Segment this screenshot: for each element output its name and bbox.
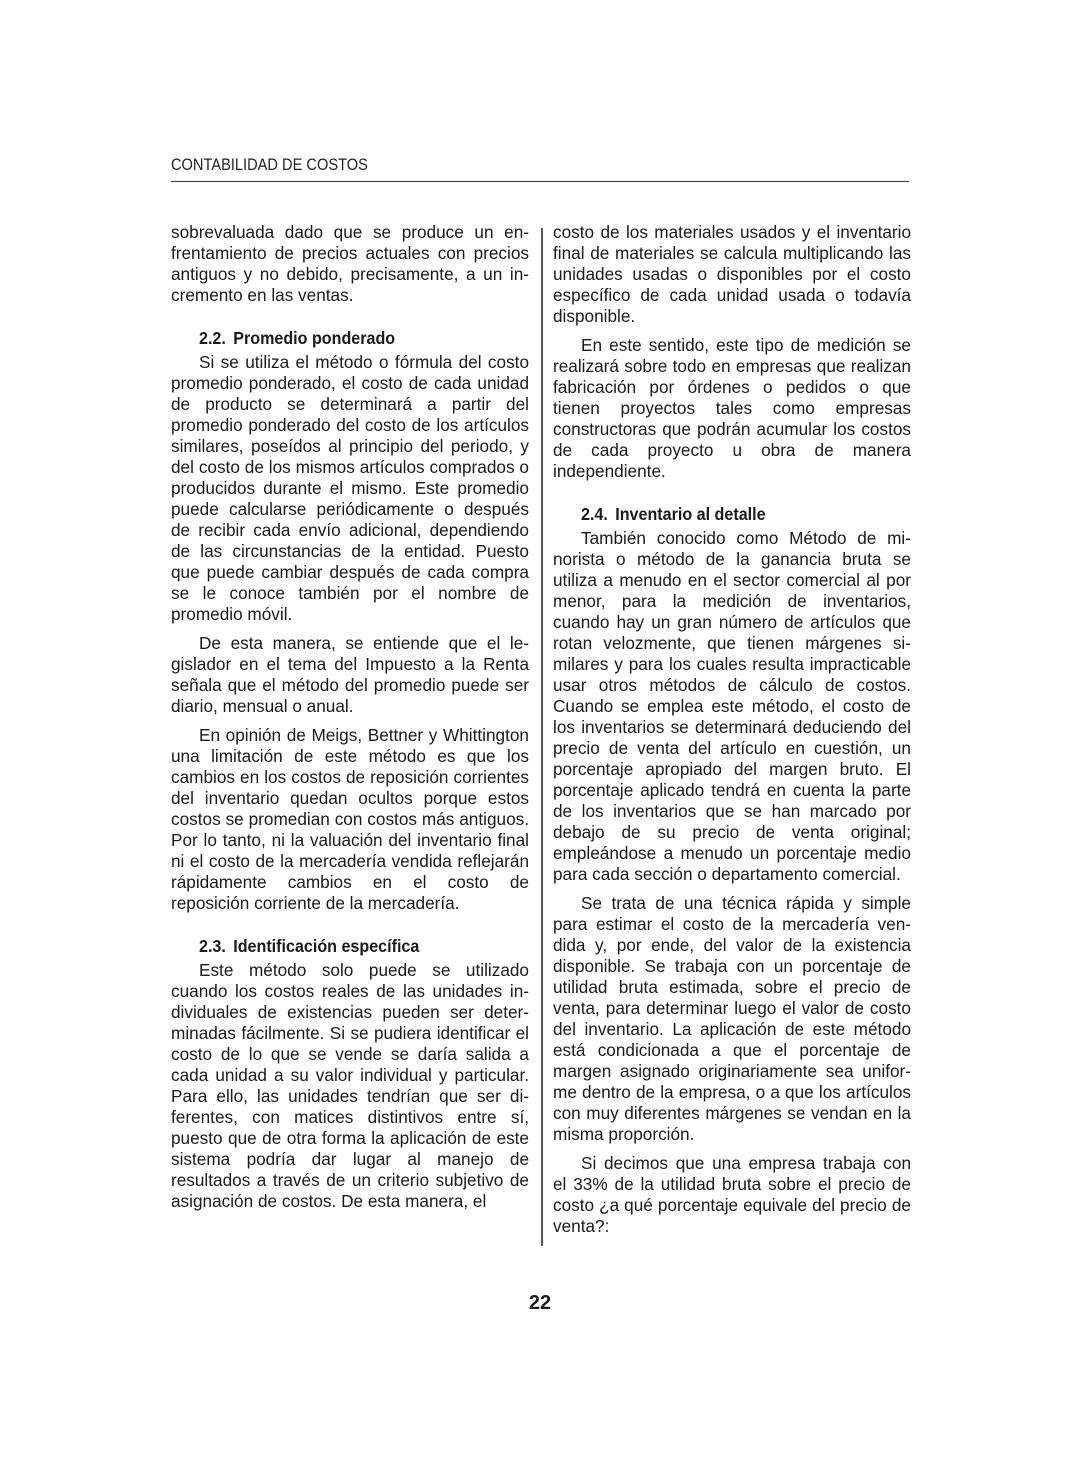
section-heading-2-2 — [199, 328, 503, 349]
section-number: 2.4. — [581, 504, 608, 524]
paragraph: También conocido como Método de minorista o método de la ganancia bruta se utiliza a menudo en el sector comercial al por menor, para la medición de inventarios, cuando hay un gran número de artículos que rotan velozmente, que tienen márgenes similares y para los cuales resulta impracticable usar otros métodos de cálculo de costos. Cuando se emplea este método, el costo de los inventarios se determinará deduciendo del precio de venta del artículo en cuestión, un porcentaje apropiado del margen bruto. El porcentaje aplicado tendrá en cuenta la parte de los inventarios que se han marcado por debajo de su precio de venta original; empleándose a menudo un porcentaje medio para cada sección o departamento comercial. — [553, 528, 911, 884]
section-heading-2-3 — [199, 936, 503, 957]
header-rule — [171, 181, 909, 182]
section-title: Identificación específica — [233, 936, 420, 956]
paragraph: En opinión de Meigs, Bettner y Whittington una limitación de este método es que los cambios en los costos de reposición corrientes del inventario quedan ocultos porque estos costos se promedian con costos más antiguos. Por lo tanto, ni la valuación del inventario final ni el costo de la mercadería vendida reflejarán rápidamente cambios en el costo de reposición corriente de la mercadería. — [171, 725, 529, 913]
paragraph: Este método solo puede se utilizado cuando los costos reales de las unidades individuales de existencias pueden ser determinadas fácilmente. Si se pudiera identificar el costo de lo que se vende se daría salida a cada unidad a su valor individual y particular. Para ello, las unidades tendrían que ser diferentes, con matices distintivos entre sí, puesto que de otra forma la aplicación de este sistema podría dar lugar al manejo de resultados a través de un criterio subjetivo de asignación de costos. De esta manera, el — [171, 960, 529, 1211]
page-number: 22 — [528, 1292, 552, 1314]
section-title: Promedio ponderado — [233, 328, 396, 348]
section-number: 2.3. — [199, 936, 226, 956]
column-divider — [541, 228, 543, 1246]
paragraph: De esta manera, se entiende que el legislador en el tema del Impuesto a la Renta señala que el método del promedio puede ser diario, mensual o anual. — [171, 633, 529, 716]
right-column — [553, 222, 911, 1245]
left-column — [171, 222, 529, 1220]
section-heading-2-4 — [581, 504, 885, 525]
section-number: 2.2. — [199, 328, 226, 348]
section-title: Inventario al detalle — [615, 504, 766, 524]
paragraph: sobrevaluada dado que se produce un enfrentamiento de precios actuales con precios antiguos y no debido, precisamente, a un incremento en las ventas. — [171, 222, 529, 305]
paragraph: Si se utiliza el método o fórmula del costo promedio ponderado, el costo de cada unidad de producto se determinará a partir del promedio ponderado del costo de los artículos similares, poseídos al principio del periodo, y del costo de los mismos artículos comprados o producidos durante el mismo. Este promedio puede calcularse periódicamente o después de recibir cada envío adicional, dependiendo de las circunstancias de la entidad. Puesto que puede cambiar después de cada compra se le conoce también por el nombre de promedio móvil. — [171, 352, 529, 624]
paragraph: Si decimos que una empresa trabaja con el 33% de la utilidad bruta sobre el precio de costo ¿a qué porcentaje equivale del precio de venta?: — [553, 1153, 911, 1236]
paragraph: En este sentido, este tipo de medición se realizará sobre todo en empresas que realizan fabricación por órdenes o pedidos o que tienen proyectos tales como empresas constructoras que podrán acumular los costos de cada proyecto u obra de manera independiente. — [553, 335, 911, 481]
header-title: CONTABILIDAD DE COSTOS — [171, 155, 368, 174]
running-header — [171, 155, 909, 175]
paragraph: Se trata de una técnica rápida y simple para estimar el costo de la mercadería vendida y, por ende, del valor de la existencia disponible. Se trabaja con un porcentaje de utilidad bruta estimada, sobre el precio de venta, para determinar luego el valor de costo del inventario. La aplicación de este método está condicionada a que el porcentaje de margen asignado originariamente sea uniforme dentro de la empresa, o a que los artículos con muy diferentes márgenes se vendan en la misma proporción. — [553, 893, 911, 1144]
paragraph: costo de los materiales usados y el inventario final de materiales se calcula multiplicando las unidades usadas o disponibles por el costo específico de cada unidad usada o todavía disponible. — [553, 222, 911, 326]
